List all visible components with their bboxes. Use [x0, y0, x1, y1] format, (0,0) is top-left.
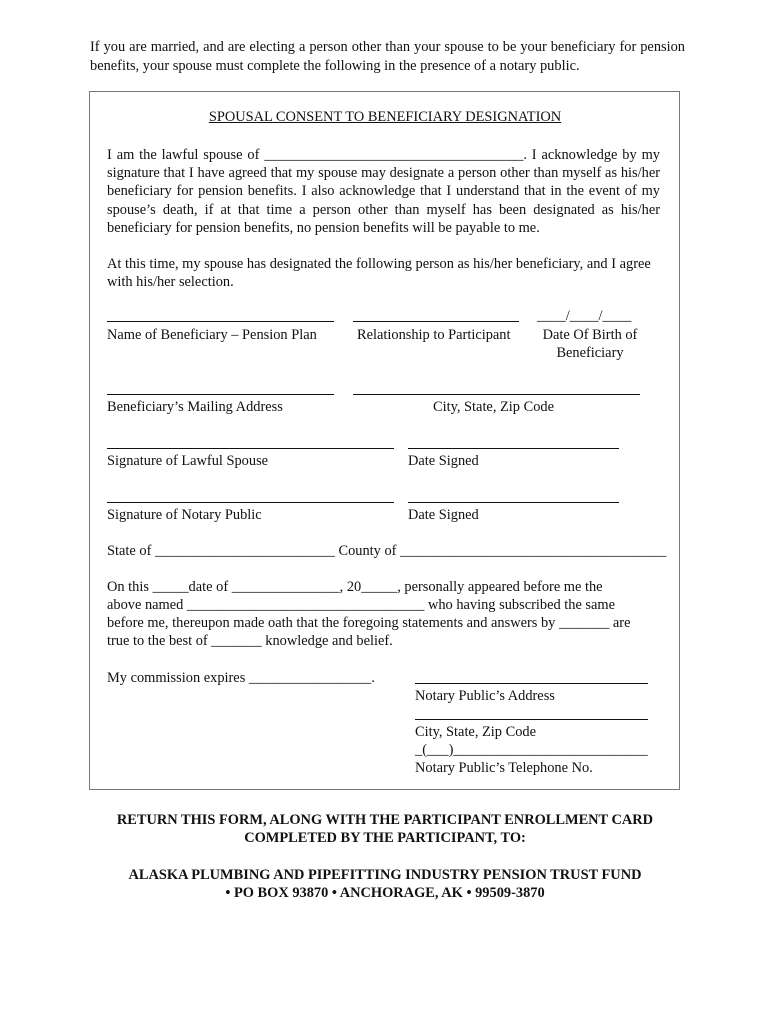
fund-address: • PO BOX 93870 • ANCHORAGE, AK • 99509-3870	[225, 885, 545, 901]
state-field[interactable]: _________________________	[154, 543, 335, 559]
commission-expires: My commission expires _________________.	[107, 670, 375, 686]
oath-line-3: before me, thereupon made oath that the foregoing statements and answers by _______ are	[107, 615, 631, 631]
spouse-acknowledgement	[107, 146, 660, 237]
notary-city-field[interactable]	[415, 719, 648, 720]
beneficiary-name-field[interactable]	[107, 321, 334, 322]
state-county-line	[107, 542, 666, 560]
return-instructions-line-1: RETURN THIS FORM, ALONG WITH THE PARTICIPANT ENROLLMENT CARD	[116, 812, 654, 828]
spouse-signature-field[interactable]	[107, 448, 394, 449]
oath-line-1: On this _____date of _______________, 20_____, personally appeared before me the	[107, 579, 603, 595]
acknowledgement-text: . I acknowledge by my signature that I have agreed that my spouse may designate a person other than myself as his/her beneficiary for pension benefits. I also acknowledge that I understand that in the event of my spouse’s death, if at that time a person other than myself has been designated as his/her beneficiary for pension benefits, no pension benefits will be payable to me.	[107, 147, 660, 236]
notary-city-label: City, State, Zip Code	[415, 724, 536, 740]
notary-phone-label: Notary Public’s Telephone No.	[415, 760, 593, 776]
oath-line-2: above named _________________________________ who having subscribed the same	[107, 597, 615, 613]
form-title: SPOUSAL CONSENT TO BENEFICIARY DESIGNATION	[208, 109, 562, 125]
spouse-signature-label: Signature of Lawful Spouse	[107, 453, 269, 469]
notary-phone-field[interactable]: _(___)___________________________	[415, 742, 648, 758]
mailing-address-field[interactable]	[107, 394, 334, 395]
notary-signature-field[interactable]	[107, 502, 394, 503]
beneficiary-designation-text: At this time, my spouse has designated the following person as his/her beneficiary, and I agree with his/her selection.	[107, 256, 651, 291]
dob-label-line2: Beneficiary	[556, 345, 624, 361]
spouse-name-field[interactable]: ____________________________________	[264, 147, 524, 163]
beneficiary-name-label: Name of Beneficiary – Pension Plan	[107, 327, 317, 343]
county-field[interactable]: _____________________________________	[400, 543, 667, 559]
dob-field[interactable]: ____/____/____	[537, 308, 632, 324]
state-label: State of	[107, 543, 152, 559]
mailing-address-label: Beneficiary’s Mailing Address	[107, 399, 283, 415]
notary-address-label: Notary Public’s Address	[415, 688, 555, 704]
notary-date-field[interactable]	[408, 502, 619, 503]
notary-address-field[interactable]	[415, 683, 648, 684]
spouse-date-label: Date Signed	[408, 453, 479, 469]
notary-date-label: Date Signed	[408, 507, 479, 523]
return-instructions-line-2: COMPLETED BY THE PARTICIPANT, TO:	[244, 830, 526, 846]
relationship-field[interactable]	[353, 321, 519, 322]
fund-name: ALASKA PLUMBING AND PIPEFITTING INDUSTRY PENSION TRUST FUND	[128, 867, 642, 883]
notary-signature-label: Signature of Notary Public	[107, 507, 262, 523]
intro-instructions: If you are married, and are electing a person other than your spouse to be your beneficiary for pension benefits, your spouse must complete the following in the presence of a notary public.	[90, 39, 685, 74]
spouse-intro-text: I am the lawful spouse of	[107, 147, 260, 163]
county-label: County of	[338, 543, 397, 559]
relationship-label: Relationship to Participant	[357, 327, 511, 343]
spouse-date-field[interactable]	[408, 448, 619, 449]
city-state-zip-label: City, State, Zip Code	[433, 399, 554, 415]
dob-label: Date Of Birth of	[542, 327, 638, 343]
oath-line-4: true to the best of _______ knowledge and belief.	[107, 633, 393, 649]
city-state-zip-field[interactable]	[353, 394, 640, 395]
